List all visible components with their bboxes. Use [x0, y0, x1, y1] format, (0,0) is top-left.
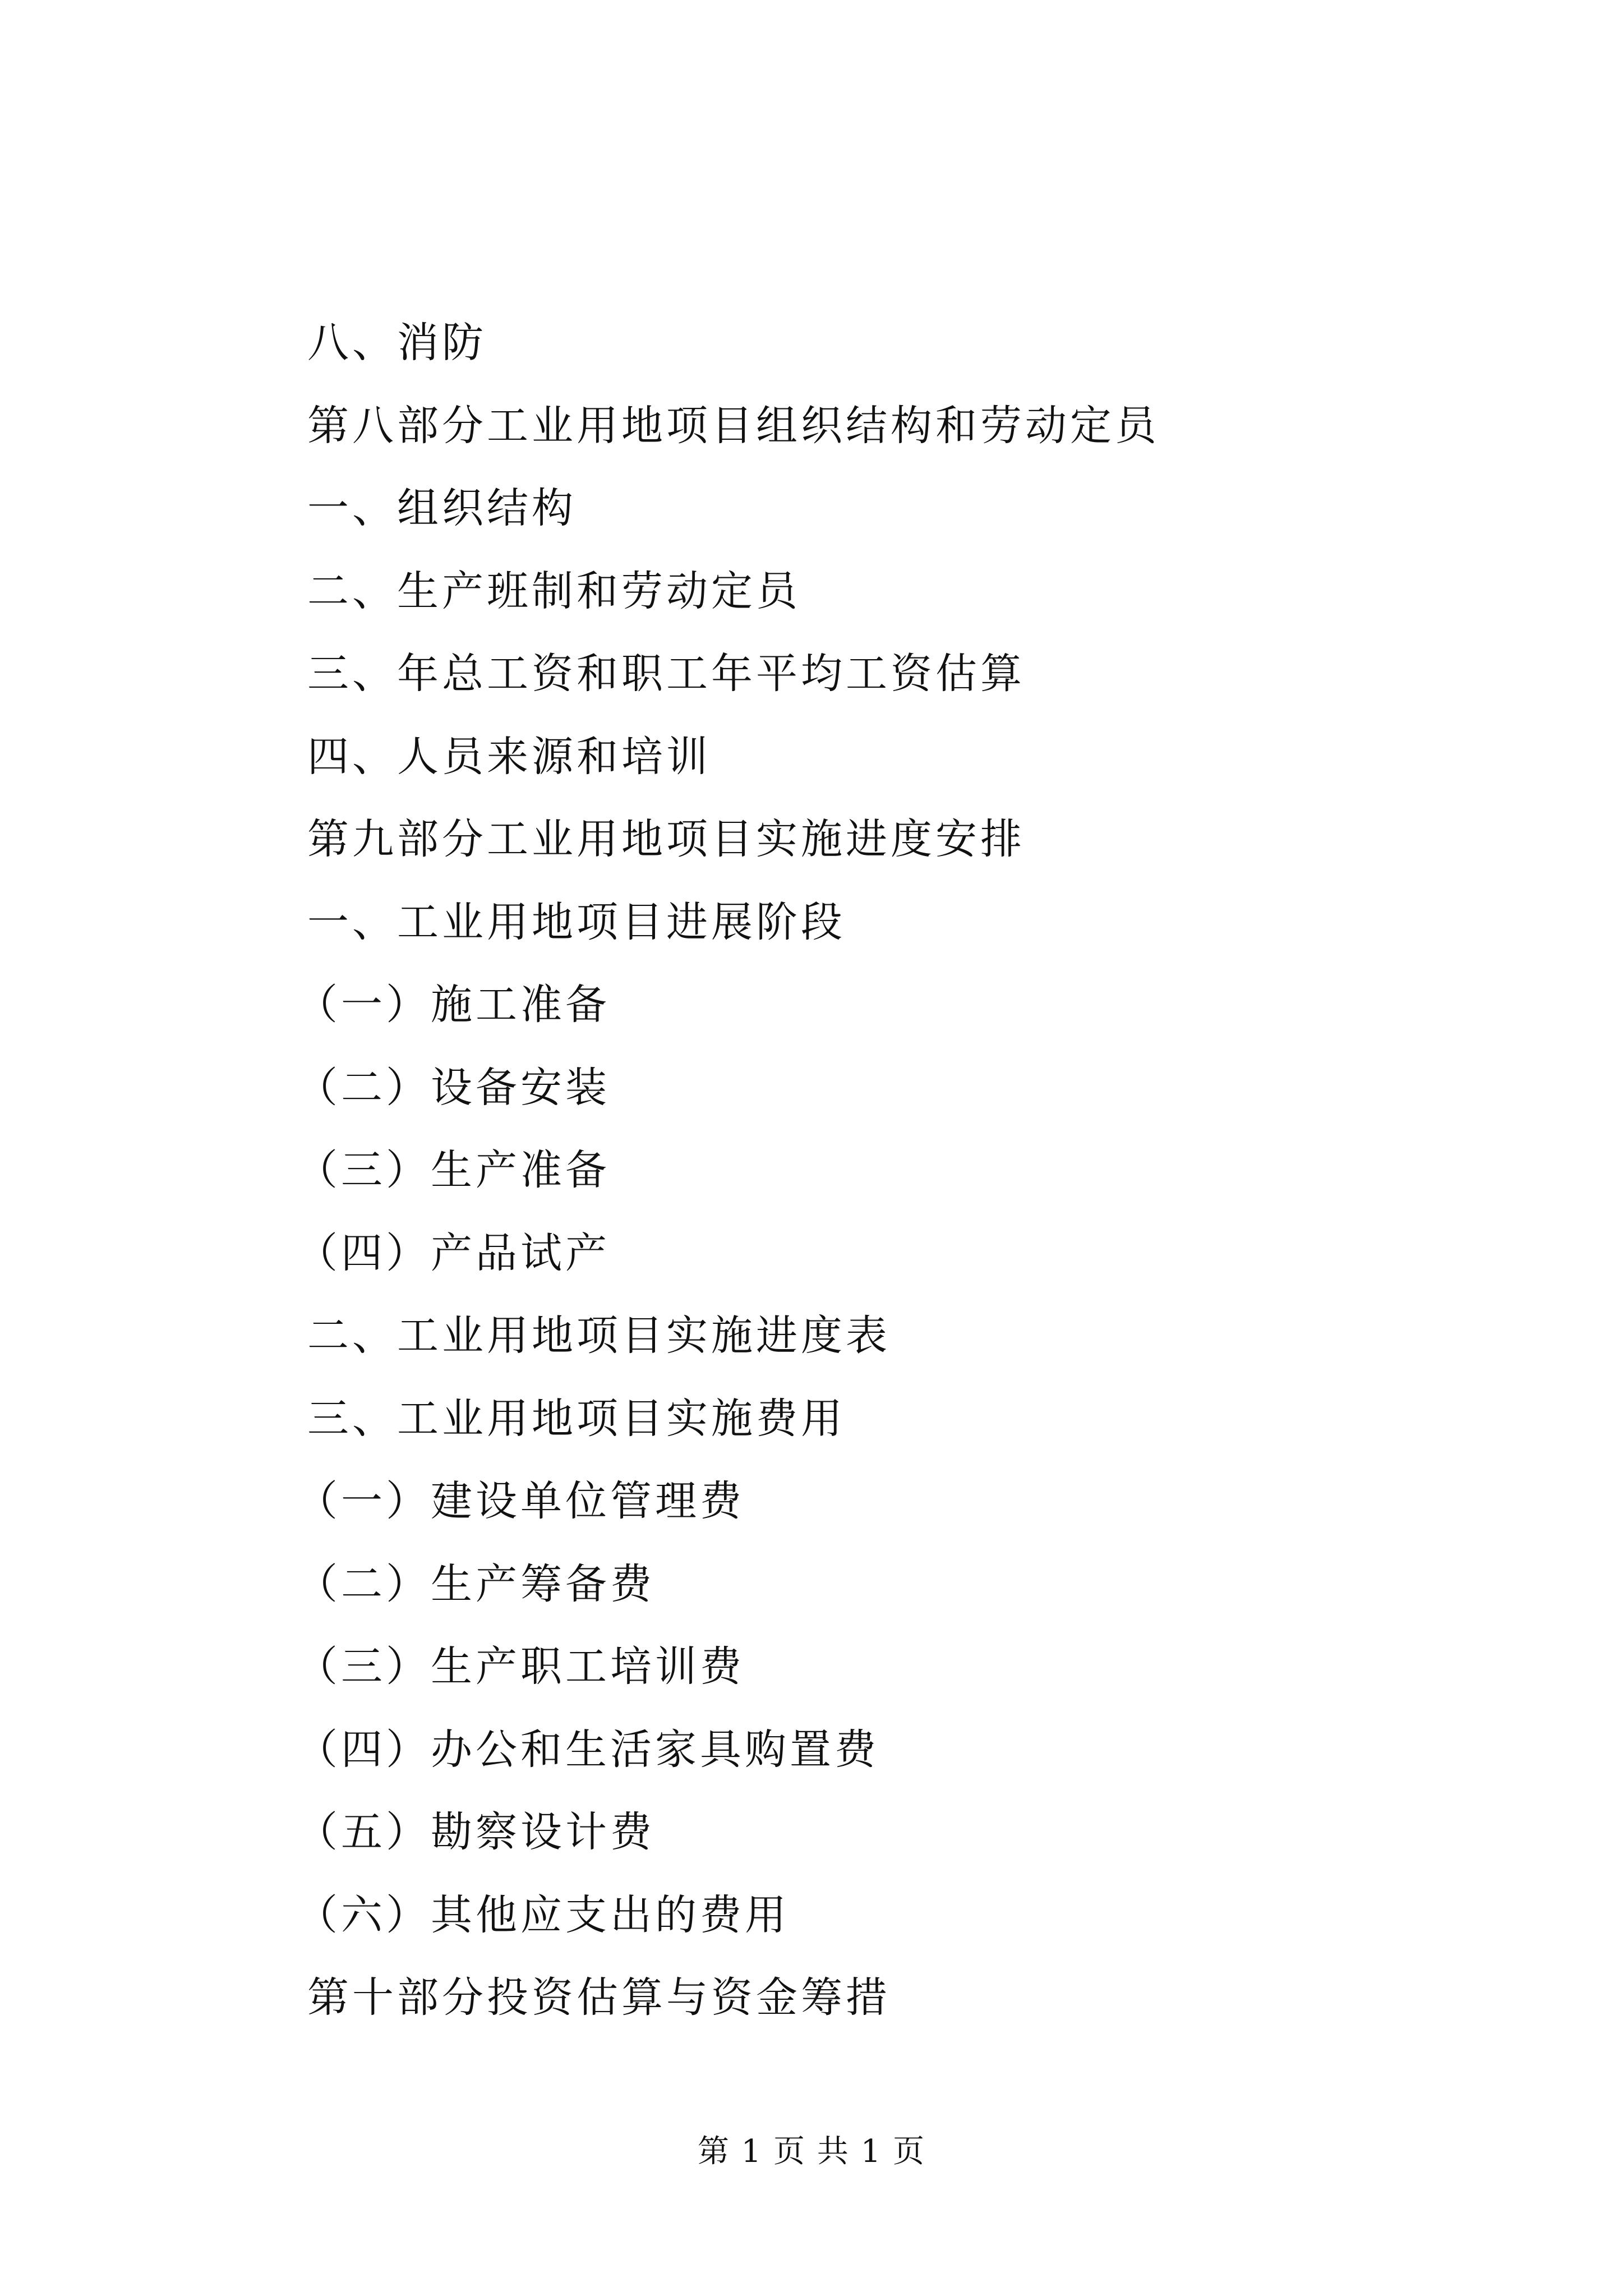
part-heading: 第十部分投资估算与资金筹措	[307, 1973, 891, 2022]
subsection-item: （二）设备安装	[296, 1063, 610, 1112]
subsection-item: （一）施工准备	[296, 981, 610, 1029]
page-number-footer: 第 1 页 共 1 页	[697, 2133, 926, 2170]
subsection-item: （四）产品试产	[296, 1228, 610, 1277]
section-heading: 八、消防	[307, 319, 487, 367]
subsection-item: （三）生产准备	[296, 1146, 610, 1194]
subsection-item: （三）生产职工培训费	[296, 1642, 745, 1691]
part-heading: 第八部分工业用地项目组织结构和劳动定员	[307, 401, 1160, 450]
part-heading: 第九部分工业用地项目实施进度安排	[307, 815, 1025, 863]
section-heading: 四、人员来源和培训	[307, 732, 711, 781]
section-heading: 三、年总工资和职工年平均工资估算	[307, 650, 1025, 698]
section-heading: 二、工业用地项目实施进度表	[307, 1312, 891, 1360]
subsection-item: （二）生产筹备费	[296, 1559, 655, 1608]
section-heading: 一、组织结构	[307, 484, 577, 532]
subsection-item: （五）勘察设计费	[296, 1808, 655, 1856]
section-heading: 二、生产班制和劳动定员	[307, 567, 801, 615]
subsection-item: （六）其他应支出的费用	[296, 1890, 790, 1939]
section-heading: 一、工业用地项目进展阶段	[307, 898, 846, 946]
subsection-item: （一）建设单位管理费	[296, 1477, 745, 1525]
document-body	[296, 302, 1429, 2040]
subsection-item: （四）办公和生活家具购置费	[296, 1725, 879, 1774]
section-heading: 三、工业用地项目实施费用	[307, 1394, 846, 1443]
